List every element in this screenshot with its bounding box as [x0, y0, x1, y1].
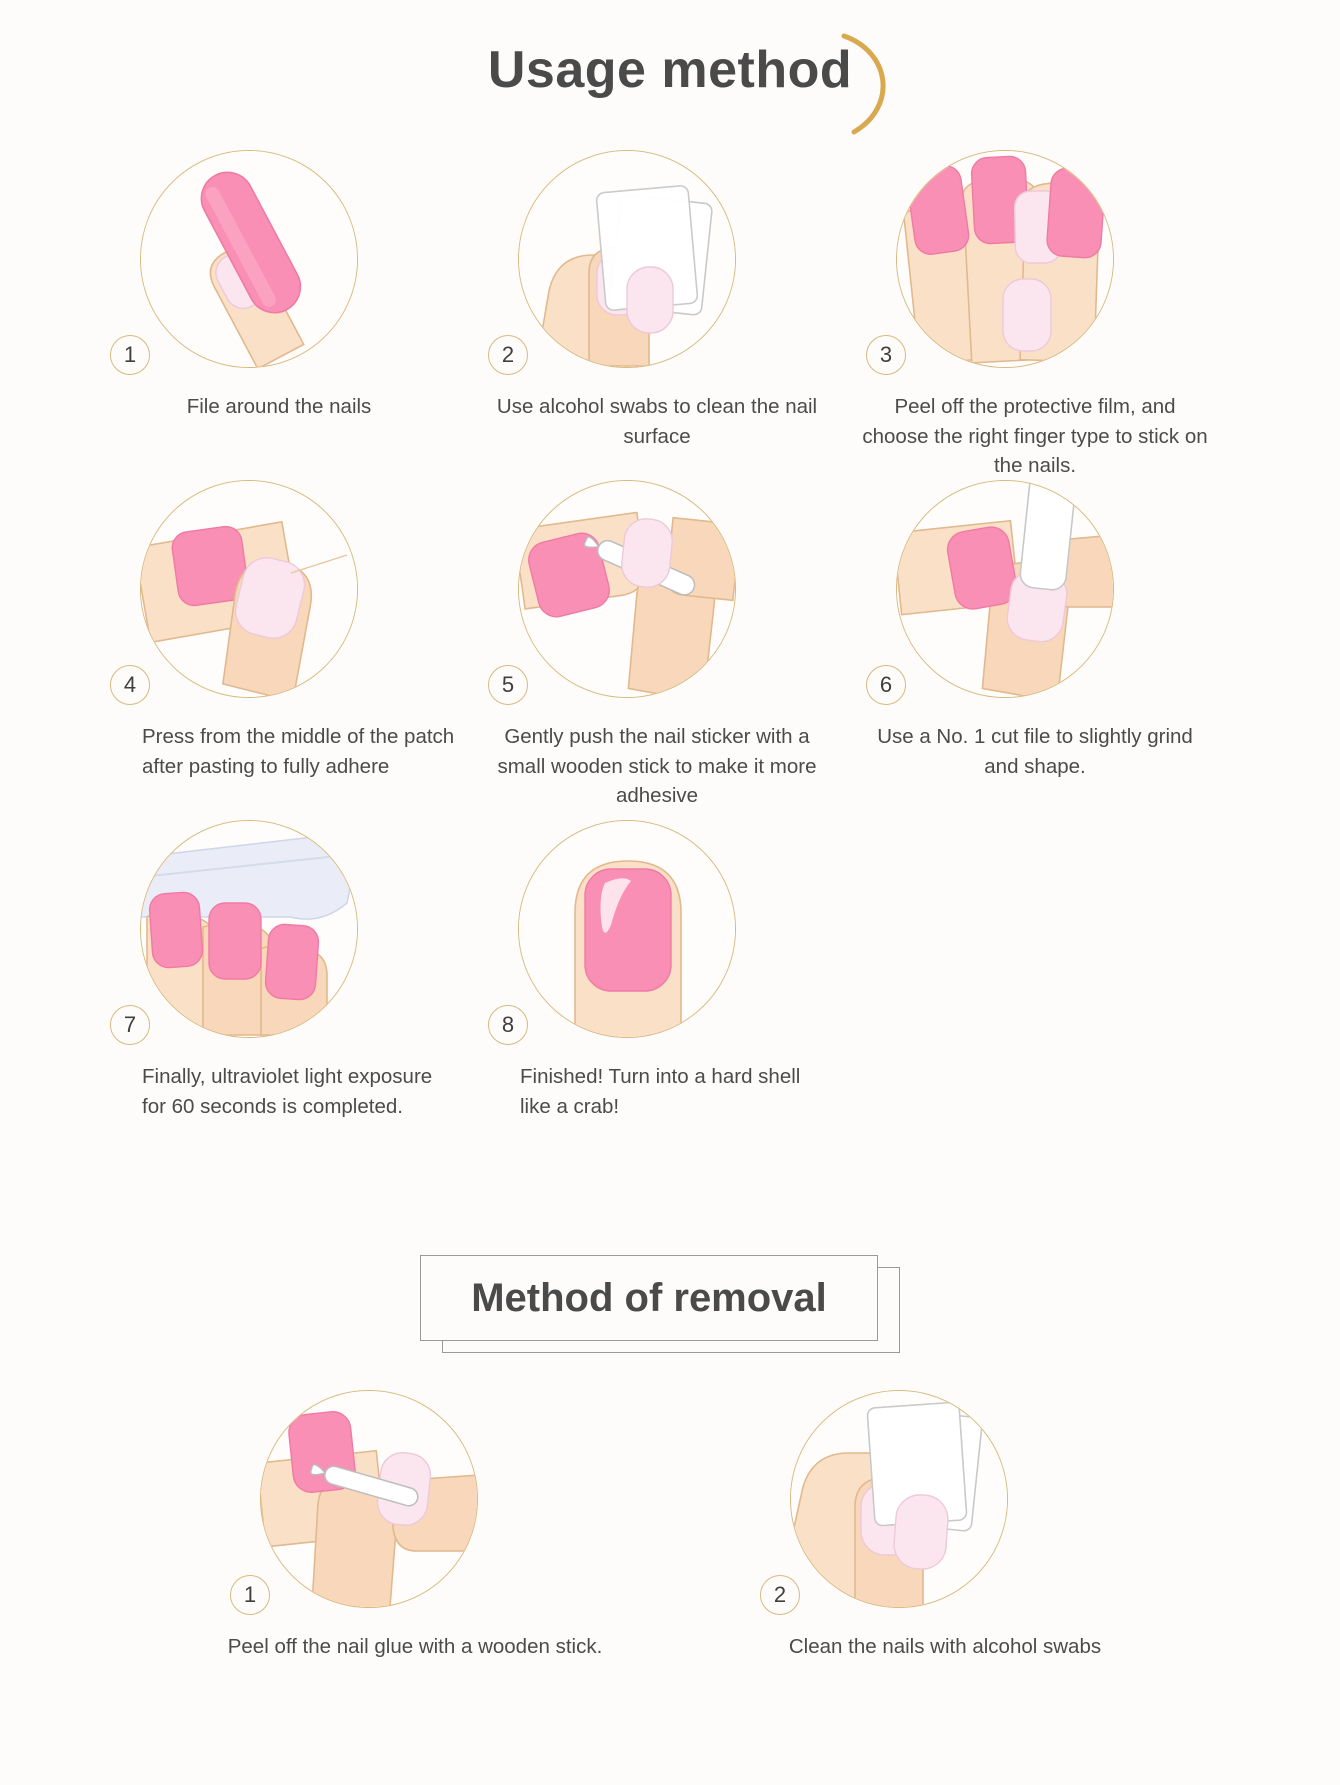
step-caption: Peel off the protective film, and choose the right finger type to stick on the nails.	[862, 395, 1208, 478]
removal-step-caption: Clean the nails with alcohol swabs	[788, 1635, 1102, 1658]
step-caption: Finished! Turn into a hard shell like a crab!	[520, 1065, 801, 1118]
usage-step-5	[468, 480, 846, 820]
page-title-text: Usage method	[487, 41, 853, 99]
usage-step-1	[90, 150, 468, 480]
usage-steps-row-1	[90, 150, 1270, 480]
usage-step-6	[846, 480, 1224, 820]
peel-protective-film-illustration	[896, 150, 1114, 368]
clean-nails-swab-illustration	[790, 1390, 1008, 1608]
removal-step-1	[150, 1390, 680, 1662]
step-number-badge: 6	[866, 665, 906, 705]
usage-steps-grid	[90, 150, 1270, 1120]
page-title	[488, 40, 852, 100]
step-number-badge: 8	[488, 1005, 528, 1045]
uv-lamp-illustration	[140, 820, 358, 1038]
finished-nail-illustration	[518, 820, 736, 1038]
page-title-wrapper	[0, 40, 1340, 100]
cut-file-shape-illustration	[896, 480, 1114, 698]
usage-steps-row-2	[90, 480, 1270, 820]
usage-step-empty	[846, 820, 1224, 1120]
removal-banner	[420, 1255, 900, 1353]
removal-banner-box	[420, 1255, 878, 1341]
press-middle-patch-illustration	[140, 480, 358, 698]
removal-step-2	[680, 1390, 1210, 1662]
usage-steps-row-3	[90, 820, 1270, 1120]
usage-step-3	[846, 150, 1224, 480]
usage-step-4	[90, 480, 468, 820]
step-caption: File around the nails	[186, 395, 372, 418]
usage-step-2	[468, 150, 846, 480]
usage-step-8	[468, 820, 846, 1120]
step-caption: Finally, ultraviolet light exposure for 60 seconds is completed.	[142, 1065, 433, 1118]
step-number-badge: 4	[110, 665, 150, 705]
removal-banner-title: Method of removal	[471, 1275, 827, 1320]
peel-glue-stick-illustration	[260, 1390, 478, 1608]
step-caption: Gently push the nail sticker with a small wooden stick to make it more adhesive	[497, 725, 817, 808]
removal-steps-row	[150, 1390, 1210, 1662]
step-caption: Use alcohol swabs to clean the nail surface	[496, 395, 818, 448]
step-caption: Use a No. 1 cut file to slightly grind and shape.	[877, 725, 1193, 778]
removal-step-number-badge: 1	[230, 1575, 270, 1615]
step-number-badge: 2	[488, 335, 528, 375]
step-caption: Press from the middle of the patch after pasting to fully adhere	[142, 725, 455, 778]
usage-step-7	[90, 820, 468, 1120]
removal-step-caption: Peel off the nail glue with a wooden stick.	[227, 1635, 603, 1658]
wooden-stick-push-illustration	[518, 480, 736, 698]
step-number-badge: 5	[488, 665, 528, 705]
file-around-nails-illustration	[140, 150, 358, 368]
step-number-badge: 3	[866, 335, 906, 375]
removal-step-number-badge: 2	[760, 1575, 800, 1615]
alcohol-swab-illustration	[518, 150, 736, 368]
step-number-badge: 7	[110, 1005, 150, 1045]
step-number-badge: 1	[110, 335, 150, 375]
